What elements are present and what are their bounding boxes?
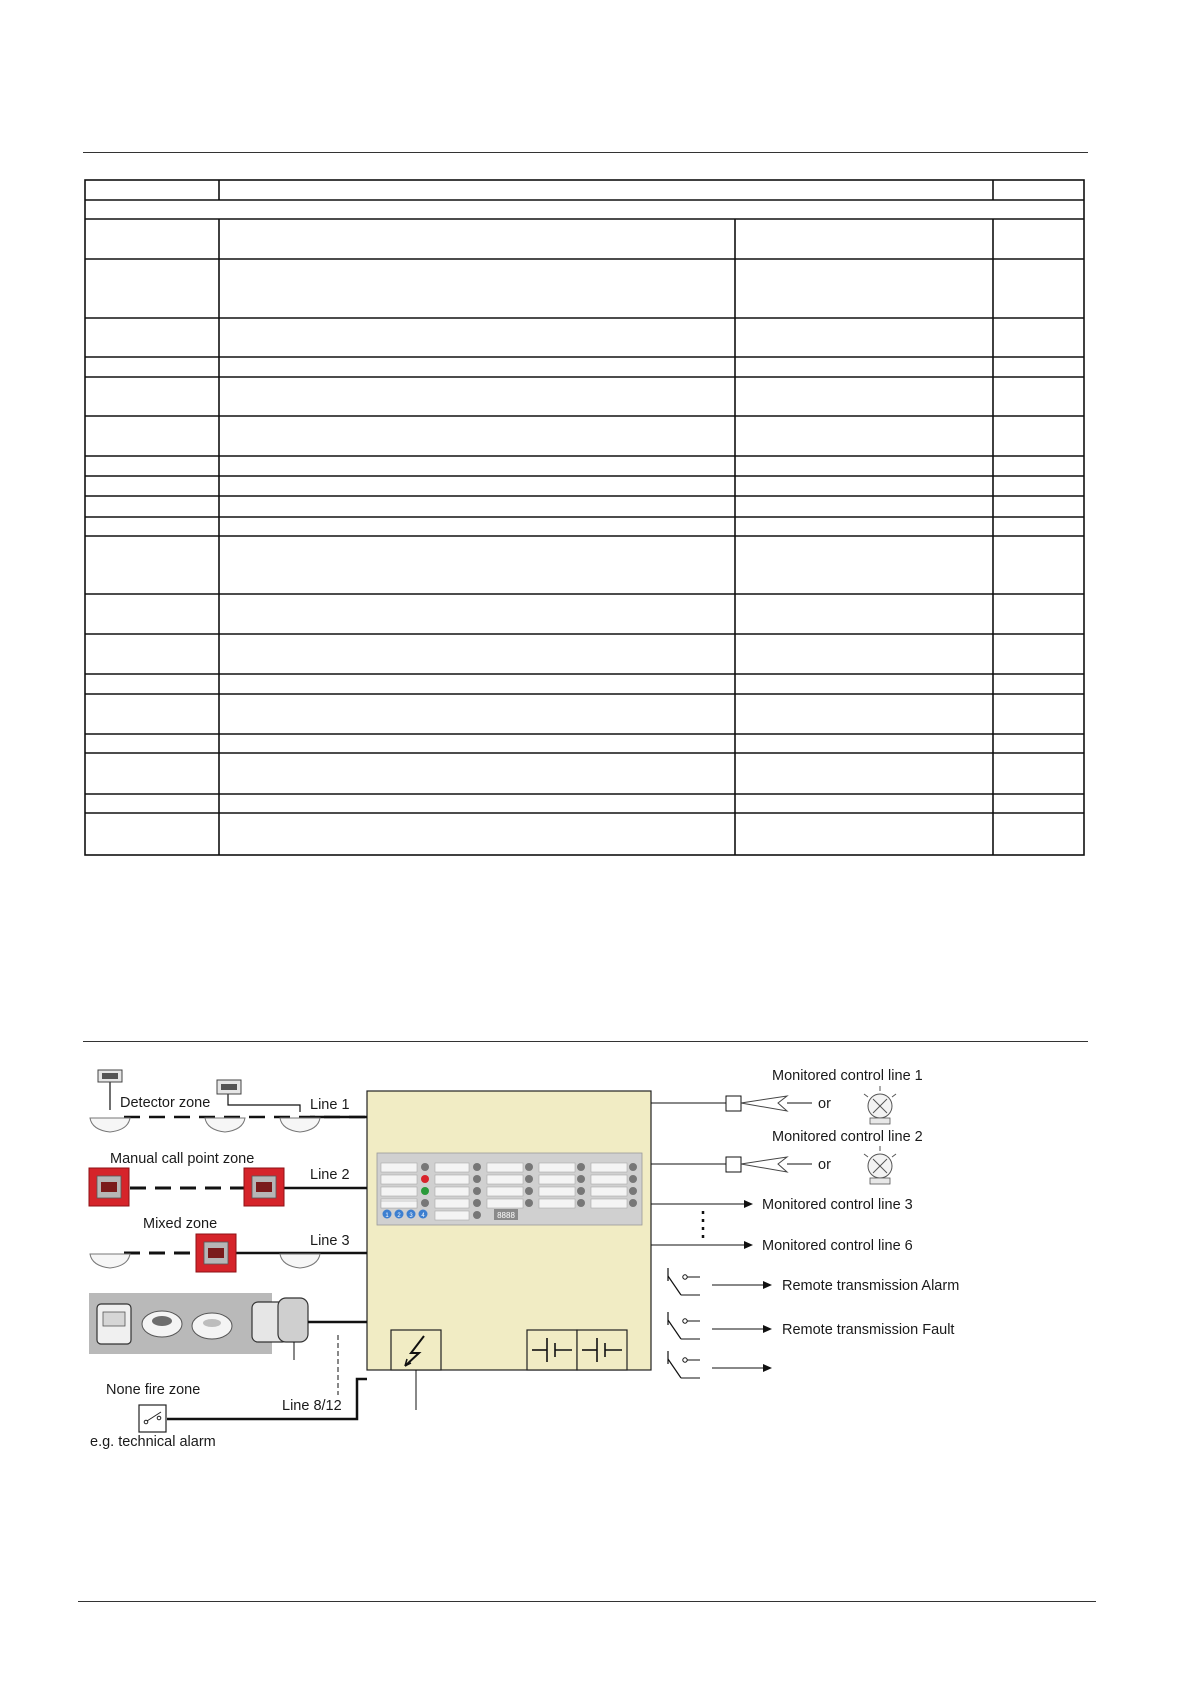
mcl3-label: Monitored control line 3 <box>762 1197 913 1213</box>
key-4: 4 <box>421 1213 425 1219</box>
alarm-led <box>421 1175 429 1183</box>
line3-label: Line 3 <box>310 1233 350 1249</box>
rt-alarm-label: Remote transmission Alarm <box>782 1278 960 1294</box>
smoke-detector-icon <box>90 1118 130 1132</box>
manual-call-point-zone-label: Manual call point zone <box>110 1151 255 1167</box>
smoke-detector-icon <box>280 1254 320 1268</box>
smoke-detector-icon <box>280 1118 320 1132</box>
control-panel <box>367 1091 651 1370</box>
device-photo <box>89 1293 367 1360</box>
monitored-control-line-3 <box>651 1197 913 1213</box>
mcl2-label: Monitored control line 2 <box>772 1129 923 1145</box>
monitored-control-line-2 <box>651 1129 923 1184</box>
key-3: 3 <box>409 1213 413 1219</box>
none-fire-zone-label: None fire zone <box>106 1382 201 1398</box>
detector-zone <box>90 1070 367 1132</box>
line2-label: Line 2 <box>310 1167 350 1183</box>
battery-icon <box>527 1330 627 1370</box>
key-2: 2 <box>397 1213 401 1219</box>
terminal-resistor-icon <box>726 1157 741 1172</box>
line1-label: Line 1 <box>310 1097 350 1113</box>
panel-display: 8888 <box>497 1211 515 1220</box>
detector-zone-label: Detector zone <box>120 1095 211 1111</box>
terminal-resistor-icon <box>726 1096 741 1111</box>
relay-contact-icon <box>668 1351 700 1378</box>
flashing-beacon-icon <box>864 1146 896 1184</box>
line8-12-label: Line 8/12 <box>282 1398 342 1414</box>
manual-call-point-icon <box>244 1168 284 1206</box>
or1-label: or <box>818 1096 831 1112</box>
mains-supply-box <box>391 1330 441 1370</box>
mcl6-label: Monitored control line 6 <box>762 1238 913 1254</box>
smoke-detector-icon <box>90 1254 130 1268</box>
manual-call-point-zone <box>89 1151 367 1206</box>
sounder-icon <box>741 1096 787 1111</box>
manual-call-point-icon <box>196 1234 236 1272</box>
relay-contact-icon <box>668 1268 700 1295</box>
switch-contact-icon <box>139 1405 166 1432</box>
smoke-detector-icon <box>205 1118 245 1132</box>
or2-label: or <box>818 1157 831 1173</box>
technical-alarm-label: e.g. technical alarm <box>90 1434 216 1450</box>
mixed-zone-label: Mixed zone <box>143 1216 218 1232</box>
sounder-icon <box>741 1157 787 1172</box>
mixed-zone <box>90 1216 367 1272</box>
relay-alarm <box>668 1268 959 1295</box>
relay-spare <box>668 1351 771 1378</box>
monitored-control-line-1 <box>651 1068 923 1124</box>
flashing-beacon-icon <box>864 1086 896 1124</box>
relay-contact-icon <box>668 1312 700 1339</box>
manual-call-point-icon <box>89 1168 129 1206</box>
power-led <box>421 1187 429 1195</box>
mcl1-label: Monitored control line 1 <box>772 1068 923 1084</box>
relay-fault <box>668 1312 954 1339</box>
monitored-control-line-6 <box>651 1238 913 1254</box>
key-1: 1 <box>385 1213 389 1219</box>
rt-fault-label: Remote transmission Fault <box>782 1322 955 1338</box>
